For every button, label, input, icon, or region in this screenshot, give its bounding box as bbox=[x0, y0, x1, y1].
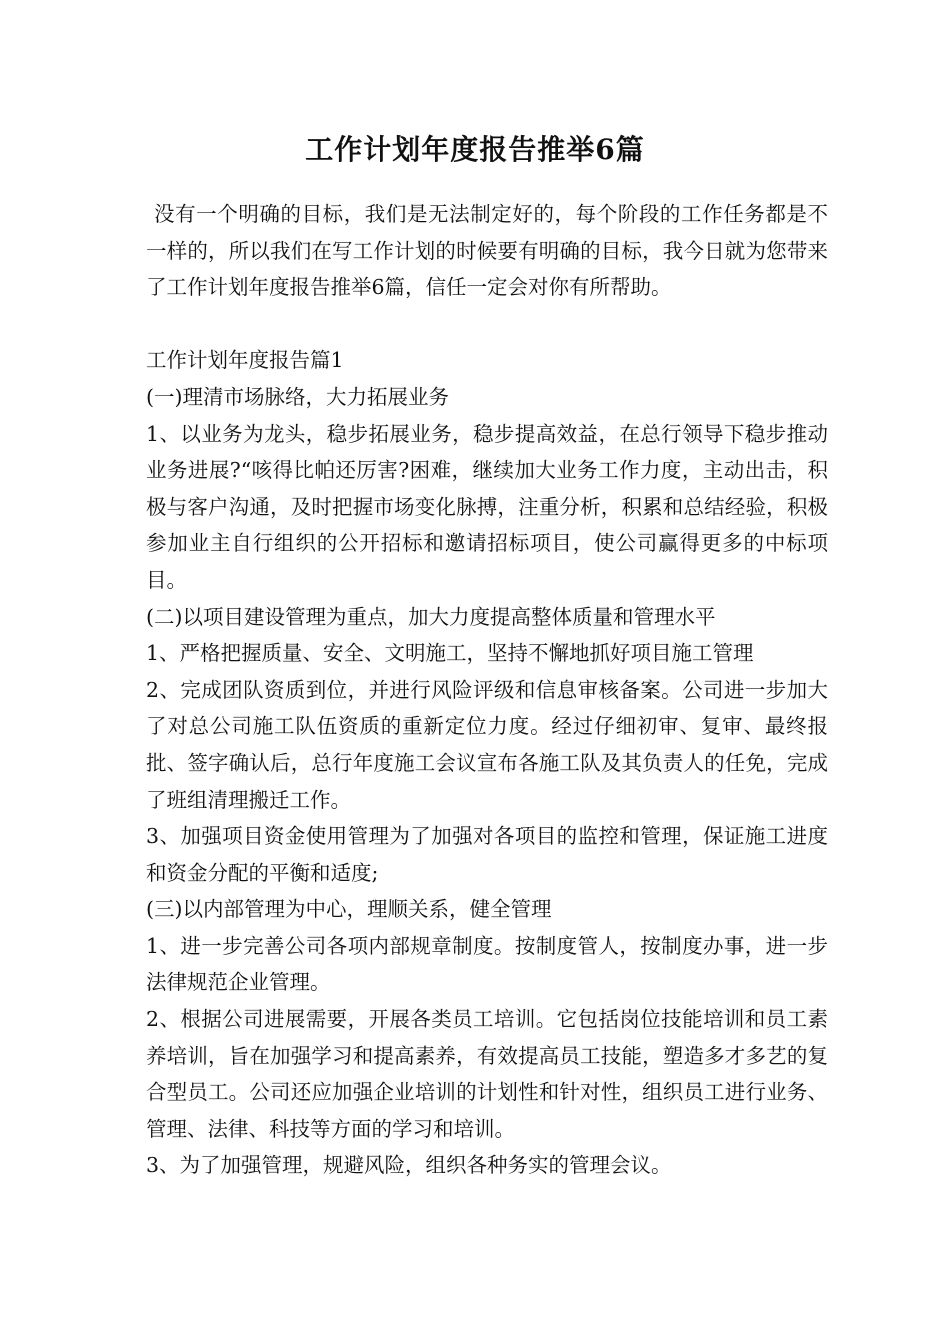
subsection-heading-2: (二)以项目建设管理为重点，加大力度提高整体质量和管理水平 bbox=[146, 604, 716, 629]
paragraph-2-3: 3、加强项目资金使用管理为了加强对各项目的监控和管理，保证施工进度和资金分配的平衡和适度; bbox=[146, 824, 828, 885]
paragraph-2-2: 2、完成团队资质到位，并进行风险评级和信息审核备案。公司进一步加大了对总公司施工队伍资质的重新定位力度。经过仔细初审、复审、最终报批、签字确认后，总行年度施工会议宣布各施工队及其负责人的任免，完成了班组清理搬迁工作。 bbox=[146, 677, 828, 812]
intro-paragraph: 没有一个明确的目标，我们是无法制定好的，每个阶段的工作任务都是不一样的，所以我们在写工作计划的时候要有明确的目标，我今日就为您带来了工作计划年度报告推举6篇，信任一定会对你有所帮助。 bbox=[146, 202, 828, 300]
document-title: 工作计划年度报告推举6篇 bbox=[305, 133, 645, 166]
subsection-heading-3: (三)以内部管理为中心，理顺关系，健全管理 bbox=[146, 897, 552, 922]
paragraph-1-1: 1、以业务为龙头，稳步拓展业务，稳步提高效益，在总行领导下稳步推动业务进展?“咳得比帕还厉害?困难，继续加大业务工作力度，主动出击，积极与客户沟通，及时把握市场变化脉搏，注重分析，积累和总结经验，积极参加业主自行组织的公开招标和邀请招标项目，使公司赢得更多的中标项目。 bbox=[146, 421, 828, 592]
paragraph-2-1: 1、严格把握质量、安全、文明施工，坚持不懈地抓好项目施工管理 bbox=[146, 641, 754, 666]
section-heading-1: 工作计划年度报告篇1 bbox=[146, 348, 344, 373]
subsection-heading-1: (一)理清市场脉络，大力拓展业务 bbox=[146, 384, 449, 409]
paragraph-3-2: 2、根据公司进展需要，开展各类员工培训。它包括岗位技能培训和员工素养培训，旨在加强学习和提高素养，有效提高员工技能，塑造多才多艺的复合型员工。公司还应加强企业培训的计划性和针对性，组织员工进行业务、管理、法律、科技等方面的学习和培训。 bbox=[146, 1007, 828, 1141]
paragraph-3-3: 3、为了加强管理，规避风险，组织各种务实的管理会议。 bbox=[146, 1153, 672, 1178]
paragraph-gap bbox=[146, 306, 828, 343]
paragraph-3-1: 1、进一步完善公司各项内部规章制度。按制度管人，按制度办事，进一步法律规范企业管理。 bbox=[146, 933, 828, 995]
document-body bbox=[146, 196, 828, 1184]
